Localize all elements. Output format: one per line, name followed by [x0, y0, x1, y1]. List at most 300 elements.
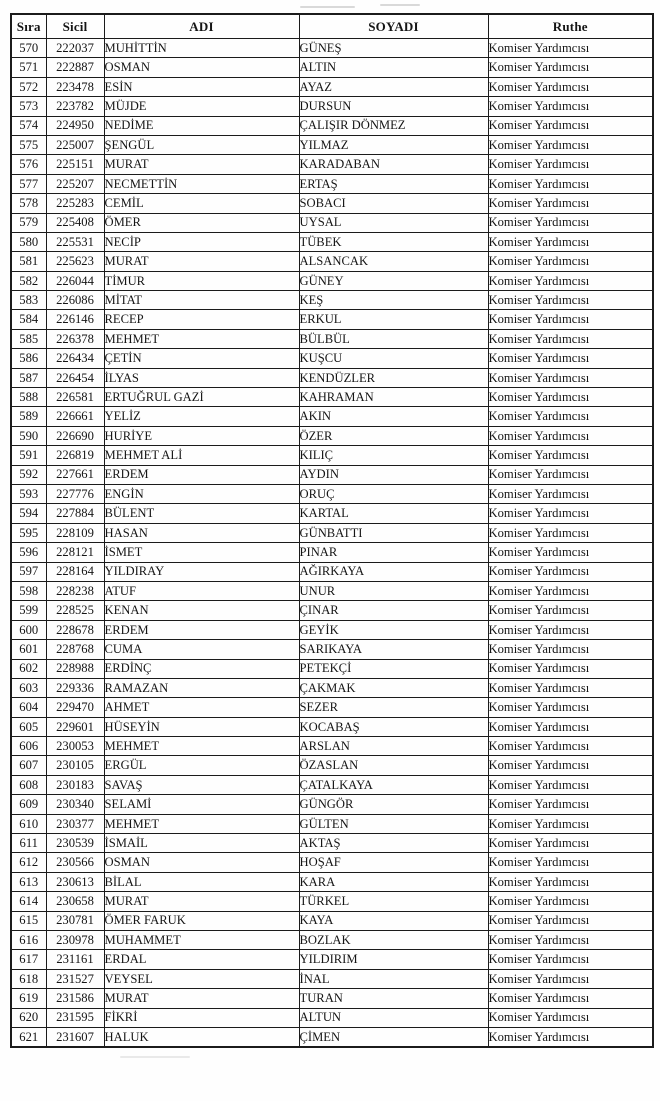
- cell-soyadi: BOZLAK: [299, 930, 488, 949]
- cell-sicil: 229470: [46, 698, 104, 717]
- cell-sicil: 228109: [46, 523, 104, 542]
- cell-adi: MEHMET: [104, 737, 299, 756]
- cell-sicil: 225623: [46, 252, 104, 271]
- col-header-adi: ADI: [104, 14, 299, 39]
- cell-sicil: 226378: [46, 329, 104, 348]
- cell-soyadi: GÜLTEN: [299, 814, 488, 833]
- table-row: [11, 872, 653, 891]
- table-row: [11, 194, 653, 213]
- scan-artifact: [120, 1056, 190, 1058]
- table-row: [11, 853, 653, 872]
- cell-adi: ENGİN: [104, 484, 299, 503]
- cell-adi: MÜJDE: [104, 97, 299, 116]
- table-row: [11, 329, 653, 348]
- cell-adi: VEYSEL: [104, 969, 299, 988]
- cell-adi: NEDİME: [104, 116, 299, 135]
- cell-soyadi: KARTAL: [299, 504, 488, 523]
- cell-sicil: 227776: [46, 484, 104, 503]
- cell-soyadi: PETEKÇİ: [299, 659, 488, 678]
- cell-sicil: 226044: [46, 271, 104, 290]
- cell-sira: 586: [11, 349, 46, 368]
- cell-sira: 590: [11, 426, 46, 445]
- table-row: [11, 562, 653, 581]
- cell-rutbe: Komiser Yardımcısı: [488, 39, 653, 58]
- cell-sira: 620: [11, 1008, 46, 1027]
- cell-soyadi: GÜNGÖR: [299, 795, 488, 814]
- cell-sicil: 230340: [46, 795, 104, 814]
- table-row: [11, 388, 653, 407]
- cell-adi: SELAMİ: [104, 795, 299, 814]
- table-row: [11, 950, 653, 969]
- cell-rutbe: Komiser Yardımcısı: [488, 446, 653, 465]
- cell-sicil: 230566: [46, 853, 104, 872]
- table-row: [11, 543, 653, 562]
- cell-rutbe: Komiser Yardımcısı: [488, 155, 653, 174]
- cell-rutbe: Komiser Yardımcısı: [488, 349, 653, 368]
- cell-adi: ERGÜL: [104, 756, 299, 775]
- table-row: [11, 717, 653, 736]
- cell-adi: MEHMET: [104, 814, 299, 833]
- cell-rutbe: Komiser Yardımcısı: [488, 97, 653, 116]
- cell-sicil: 230613: [46, 872, 104, 891]
- cell-soyadi: YILMAZ: [299, 135, 488, 154]
- col-header-soyadi: SOYADI: [299, 14, 488, 39]
- table-row: [11, 349, 653, 368]
- cell-sira: 585: [11, 329, 46, 348]
- cell-rutbe: Komiser Yardımcısı: [488, 291, 653, 310]
- cell-sicil: 231527: [46, 969, 104, 988]
- table-row: [11, 775, 653, 794]
- table-row: [11, 155, 653, 174]
- cell-soyadi: KARA: [299, 872, 488, 891]
- cell-adi: OSMAN: [104, 853, 299, 872]
- cell-adi: ERDEM: [104, 465, 299, 484]
- cell-soyadi: İNAL: [299, 969, 488, 988]
- table-row: [11, 834, 653, 853]
- table-row: [11, 581, 653, 600]
- cell-rutbe: Komiser Yardımcısı: [488, 620, 653, 639]
- cell-sicil: 228768: [46, 640, 104, 659]
- cell-sira: 592: [11, 465, 46, 484]
- personnel-table: [10, 13, 654, 1048]
- cell-rutbe: Komiser Yardımcısı: [488, 407, 653, 426]
- cell-soyadi: HOŞAF: [299, 853, 488, 872]
- cell-adi: MURAT: [104, 989, 299, 1008]
- cell-sicil: 230053: [46, 737, 104, 756]
- cell-rutbe: Komiser Yardımcısı: [488, 426, 653, 445]
- cell-sira: 607: [11, 756, 46, 775]
- cell-soyadi: UYSAL: [299, 213, 488, 232]
- cell-adi: YELİZ: [104, 407, 299, 426]
- cell-rutbe: Komiser Yardımcısı: [488, 368, 653, 387]
- cell-soyadi: GÜNBATTI: [299, 523, 488, 542]
- cell-sicil: 222887: [46, 58, 104, 77]
- cell-soyadi: TURAN: [299, 989, 488, 1008]
- cell-adi: MURAT: [104, 252, 299, 271]
- col-header-rutbe: Ruthe: [488, 14, 653, 39]
- cell-soyadi: KUŞCU: [299, 349, 488, 368]
- cell-rutbe: Komiser Yardımcısı: [488, 174, 653, 193]
- cell-adi: MURAT: [104, 892, 299, 911]
- cell-rutbe: Komiser Yardımcısı: [488, 271, 653, 290]
- cell-sira: 577: [11, 174, 46, 193]
- table-row: [11, 39, 653, 58]
- cell-sira: 578: [11, 194, 46, 213]
- table-row: [11, 795, 653, 814]
- cell-adi: ERTUĞRUL GAZİ: [104, 388, 299, 407]
- table-row: [11, 116, 653, 135]
- cell-adi: HÜSEYİN: [104, 717, 299, 736]
- cell-sicil: 225007: [46, 135, 104, 154]
- cell-sicil: 226086: [46, 291, 104, 310]
- cell-soyadi: BÜLBÜL: [299, 329, 488, 348]
- cell-rutbe: Komiser Yardımcısı: [488, 678, 653, 697]
- cell-adi: HALUK: [104, 1027, 299, 1047]
- cell-rutbe: Komiser Yardımcısı: [488, 252, 653, 271]
- cell-adi: YILDIRAY: [104, 562, 299, 581]
- table-row: [11, 426, 653, 445]
- cell-sira: 610: [11, 814, 46, 833]
- cell-adi: ÖMER FARUK: [104, 911, 299, 930]
- table-row: [11, 291, 653, 310]
- cell-sira: 581: [11, 252, 46, 271]
- cell-sicil: 225283: [46, 194, 104, 213]
- cell-sicil: 228238: [46, 581, 104, 600]
- cell-sira: 600: [11, 620, 46, 639]
- cell-sira: 608: [11, 775, 46, 794]
- scan-artifact: [380, 4, 420, 6]
- cell-rutbe: Komiser Yardımcısı: [488, 989, 653, 1008]
- table-row: [11, 892, 653, 911]
- cell-rutbe: Komiser Yardımcısı: [488, 194, 653, 213]
- cell-sira: 605: [11, 717, 46, 736]
- table-row: [11, 252, 653, 271]
- cell-sicil: 227661: [46, 465, 104, 484]
- cell-soyadi: KENDÜZLER: [299, 368, 488, 387]
- cell-sicil: 230658: [46, 892, 104, 911]
- cell-sicil: 231607: [46, 1027, 104, 1047]
- cell-sira: 573: [11, 97, 46, 116]
- cell-rutbe: Komiser Yardımcısı: [488, 930, 653, 949]
- cell-sicil: 226434: [46, 349, 104, 368]
- table-row: [11, 640, 653, 659]
- cell-sira: 582: [11, 271, 46, 290]
- cell-soyadi: ÇALIŞIR DÖNMEZ: [299, 116, 488, 135]
- col-header-sira: Sıra: [11, 14, 46, 39]
- cell-sicil: 226819: [46, 446, 104, 465]
- cell-adi: FİKRİ: [104, 1008, 299, 1027]
- cell-sira: 588: [11, 388, 46, 407]
- cell-adi: MUHİTTİN: [104, 39, 299, 58]
- cell-rutbe: Komiser Yardımcısı: [488, 834, 653, 853]
- table-row: [11, 989, 653, 1008]
- cell-adi: ÇETİN: [104, 349, 299, 368]
- cell-adi: İLYAS: [104, 368, 299, 387]
- cell-soyadi: AKIN: [299, 407, 488, 426]
- cell-sicil: 225151: [46, 155, 104, 174]
- cell-sicil: 226146: [46, 310, 104, 329]
- table-row: [11, 504, 653, 523]
- cell-sira: 596: [11, 543, 46, 562]
- cell-sicil: 231586: [46, 989, 104, 1008]
- table-row: [11, 407, 653, 426]
- cell-rutbe: Komiser Yardımcısı: [488, 543, 653, 562]
- table-row: [11, 756, 653, 775]
- cell-sira: 594: [11, 504, 46, 523]
- cell-adi: AHMET: [104, 698, 299, 717]
- cell-adi: İSMET: [104, 543, 299, 562]
- cell-adi: CEMİL: [104, 194, 299, 213]
- cell-adi: MUHAMMET: [104, 930, 299, 949]
- cell-sira: 584: [11, 310, 46, 329]
- cell-sira: 579: [11, 213, 46, 232]
- table-row: [11, 58, 653, 77]
- cell-rutbe: Komiser Yardımcısı: [488, 698, 653, 717]
- cell-soyadi: KAYA: [299, 911, 488, 930]
- cell-rutbe: Komiser Yardımcısı: [488, 969, 653, 988]
- scan-artifact: [300, 6, 355, 8]
- cell-soyadi: UNUR: [299, 581, 488, 600]
- cell-rutbe: Komiser Yardımcısı: [488, 388, 653, 407]
- cell-soyadi: ERTAŞ: [299, 174, 488, 193]
- cell-soyadi: ÖZER: [299, 426, 488, 445]
- cell-soyadi: KEŞ: [299, 291, 488, 310]
- cell-adi: RECEP: [104, 310, 299, 329]
- table-row: [11, 737, 653, 756]
- cell-soyadi: ALTUN: [299, 1008, 488, 1027]
- cell-sicil: 228525: [46, 601, 104, 620]
- table-row: [11, 135, 653, 154]
- cell-sira: 597: [11, 562, 46, 581]
- cell-sicil: 226581: [46, 388, 104, 407]
- cell-soyadi: KARADABAN: [299, 155, 488, 174]
- cell-adi: HURİYE: [104, 426, 299, 445]
- cell-soyadi: GÜNEŞ: [299, 39, 488, 58]
- cell-adi: MEHMET: [104, 329, 299, 348]
- table-row: [11, 1027, 653, 1047]
- table-row: [11, 601, 653, 620]
- cell-soyadi: KOCABAŞ: [299, 717, 488, 736]
- cell-adi: MİTAT: [104, 291, 299, 310]
- table-row: [11, 213, 653, 232]
- cell-sicil: 226454: [46, 368, 104, 387]
- cell-soyadi: SOBACI: [299, 194, 488, 213]
- cell-sicil: 228121: [46, 543, 104, 562]
- cell-sira: 604: [11, 698, 46, 717]
- cell-adi: TİMUR: [104, 271, 299, 290]
- cell-sicil: 231161: [46, 950, 104, 969]
- cell-sicil: 229601: [46, 717, 104, 736]
- cell-sira: 593: [11, 484, 46, 503]
- cell-sicil: 225408: [46, 213, 104, 232]
- cell-rutbe: Komiser Yardımcısı: [488, 775, 653, 794]
- cell-rutbe: Komiser Yardımcısı: [488, 756, 653, 775]
- cell-soyadi: KAHRAMAN: [299, 388, 488, 407]
- cell-rutbe: Komiser Yardımcısı: [488, 950, 653, 969]
- table-row: [11, 814, 653, 833]
- cell-soyadi: ÖZASLAN: [299, 756, 488, 775]
- cell-soyadi: ÇAKMAK: [299, 678, 488, 697]
- cell-sicil: 223782: [46, 97, 104, 116]
- cell-rutbe: Komiser Yardımcısı: [488, 795, 653, 814]
- cell-rutbe: Komiser Yardımcısı: [488, 1027, 653, 1047]
- cell-rutbe: Komiser Yardımcısı: [488, 1008, 653, 1027]
- cell-adi: KENAN: [104, 601, 299, 620]
- cell-sira: 595: [11, 523, 46, 542]
- cell-adi: ÖMER: [104, 213, 299, 232]
- cell-soyadi: AYDIN: [299, 465, 488, 484]
- cell-sira: 614: [11, 892, 46, 911]
- cell-rutbe: Komiser Yardımcısı: [488, 232, 653, 251]
- cell-sira: 580: [11, 232, 46, 251]
- cell-rutbe: Komiser Yardımcısı: [488, 717, 653, 736]
- cell-sira: 589: [11, 407, 46, 426]
- cell-soyadi: ARSLAN: [299, 737, 488, 756]
- cell-soyadi: GÜNEY: [299, 271, 488, 290]
- cell-rutbe: Komiser Yardımcısı: [488, 329, 653, 348]
- cell-soyadi: ERKUL: [299, 310, 488, 329]
- cell-sira: 612: [11, 853, 46, 872]
- cell-sira: 591: [11, 446, 46, 465]
- cell-adi: OSMAN: [104, 58, 299, 77]
- cell-sicil: 227884: [46, 504, 104, 523]
- cell-soyadi: YILDIRIM: [299, 950, 488, 969]
- cell-rutbe: Komiser Yardımcısı: [488, 892, 653, 911]
- cell-soyadi: TÜBEK: [299, 232, 488, 251]
- table-row: [11, 911, 653, 930]
- cell-sira: 587: [11, 368, 46, 387]
- cell-adi: ŞENGÜL: [104, 135, 299, 154]
- cell-rutbe: Komiser Yardımcısı: [488, 853, 653, 872]
- cell-adi: ERDİNÇ: [104, 659, 299, 678]
- cell-rutbe: Komiser Yardımcısı: [488, 640, 653, 659]
- table-row: [11, 77, 653, 96]
- cell-sira: 616: [11, 930, 46, 949]
- cell-sicil: 230781: [46, 911, 104, 930]
- cell-sira: 619: [11, 989, 46, 1008]
- cell-adi: SAVAŞ: [104, 775, 299, 794]
- cell-rutbe: Komiser Yardımcısı: [488, 310, 653, 329]
- cell-rutbe: Komiser Yardımcısı: [488, 814, 653, 833]
- cell-sicil: 226690: [46, 426, 104, 445]
- cell-adi: MURAT: [104, 155, 299, 174]
- table-row: [11, 969, 653, 988]
- col-header-sicil: Sicil: [46, 14, 104, 39]
- cell-sira: 583: [11, 291, 46, 310]
- cell-sicil: 230978: [46, 930, 104, 949]
- cell-sira: 598: [11, 581, 46, 600]
- cell-adi: MEHMET ALİ: [104, 446, 299, 465]
- cell-sicil: 225207: [46, 174, 104, 193]
- cell-soyadi: ÇİMEN: [299, 1027, 488, 1047]
- cell-rutbe: Komiser Yardımcısı: [488, 484, 653, 503]
- cell-sicil: 225531: [46, 232, 104, 251]
- table-row: [11, 465, 653, 484]
- cell-sicil: 230539: [46, 834, 104, 853]
- cell-sira: 602: [11, 659, 46, 678]
- table-row: [11, 484, 653, 503]
- cell-soyadi: TÜRKEL: [299, 892, 488, 911]
- cell-soyadi: DURSUN: [299, 97, 488, 116]
- header-row: [11, 14, 653, 39]
- cell-sicil: 230183: [46, 775, 104, 794]
- cell-rutbe: Komiser Yardımcısı: [488, 77, 653, 96]
- table-row: [11, 930, 653, 949]
- cell-sicil: 224950: [46, 116, 104, 135]
- cell-rutbe: Komiser Yardımcısı: [488, 911, 653, 930]
- cell-soyadi: ALTIN: [299, 58, 488, 77]
- cell-sira: 572: [11, 77, 46, 96]
- cell-rutbe: Komiser Yardımcısı: [488, 601, 653, 620]
- cell-sira: 606: [11, 737, 46, 756]
- cell-adi: ATUF: [104, 581, 299, 600]
- cell-sicil: 229336: [46, 678, 104, 697]
- cell-sicil: 228164: [46, 562, 104, 581]
- table-row: [11, 698, 653, 717]
- table-row: [11, 620, 653, 639]
- cell-rutbe: Komiser Yardımcısı: [488, 135, 653, 154]
- cell-adi: BİLAL: [104, 872, 299, 891]
- cell-rutbe: Komiser Yardımcısı: [488, 872, 653, 891]
- cell-soyadi: ORUÇ: [299, 484, 488, 503]
- table-row: [11, 523, 653, 542]
- table-row: [11, 310, 653, 329]
- cell-rutbe: Komiser Yardımcısı: [488, 523, 653, 542]
- table-row: [11, 271, 653, 290]
- table-row: [11, 446, 653, 465]
- cell-soyadi: AĞIRKAYA: [299, 562, 488, 581]
- cell-adi: ERDAL: [104, 950, 299, 969]
- cell-sira: 576: [11, 155, 46, 174]
- cell-sira: 575: [11, 135, 46, 154]
- cell-sira: 618: [11, 969, 46, 988]
- cell-sira: 570: [11, 39, 46, 58]
- cell-rutbe: Komiser Yardımcısı: [488, 504, 653, 523]
- cell-sira: 611: [11, 834, 46, 853]
- cell-sira: 617: [11, 950, 46, 969]
- cell-sira: 574: [11, 116, 46, 135]
- table-row: [11, 659, 653, 678]
- cell-sira: 571: [11, 58, 46, 77]
- cell-adi: RAMAZAN: [104, 678, 299, 697]
- table-row: [11, 1008, 653, 1027]
- cell-soyadi: SARIKAYA: [299, 640, 488, 659]
- cell-adi: CUMA: [104, 640, 299, 659]
- cell-sicil: 226661: [46, 407, 104, 426]
- cell-sicil: 230377: [46, 814, 104, 833]
- cell-soyadi: AKTAŞ: [299, 834, 488, 853]
- cell-rutbe: Komiser Yardımcısı: [488, 737, 653, 756]
- cell-sicil: 222037: [46, 39, 104, 58]
- cell-sicil: 228678: [46, 620, 104, 639]
- cell-adi: ESİN: [104, 77, 299, 96]
- cell-sicil: 230105: [46, 756, 104, 775]
- cell-sira: 601: [11, 640, 46, 659]
- cell-rutbe: Komiser Yardımcısı: [488, 562, 653, 581]
- table-row: [11, 368, 653, 387]
- cell-soyadi: ÇINAR: [299, 601, 488, 620]
- cell-sira: 615: [11, 911, 46, 930]
- cell-soyadi: AYAZ: [299, 77, 488, 96]
- cell-adi: ERDEM: [104, 620, 299, 639]
- cell-sira: 603: [11, 678, 46, 697]
- cell-adi: İSMAİL: [104, 834, 299, 853]
- cell-soyadi: GEYİK: [299, 620, 488, 639]
- cell-sicil: 228988: [46, 659, 104, 678]
- cell-soyadi: SEZER: [299, 698, 488, 717]
- cell-rutbe: Komiser Yardımcısı: [488, 659, 653, 678]
- table-row: [11, 97, 653, 116]
